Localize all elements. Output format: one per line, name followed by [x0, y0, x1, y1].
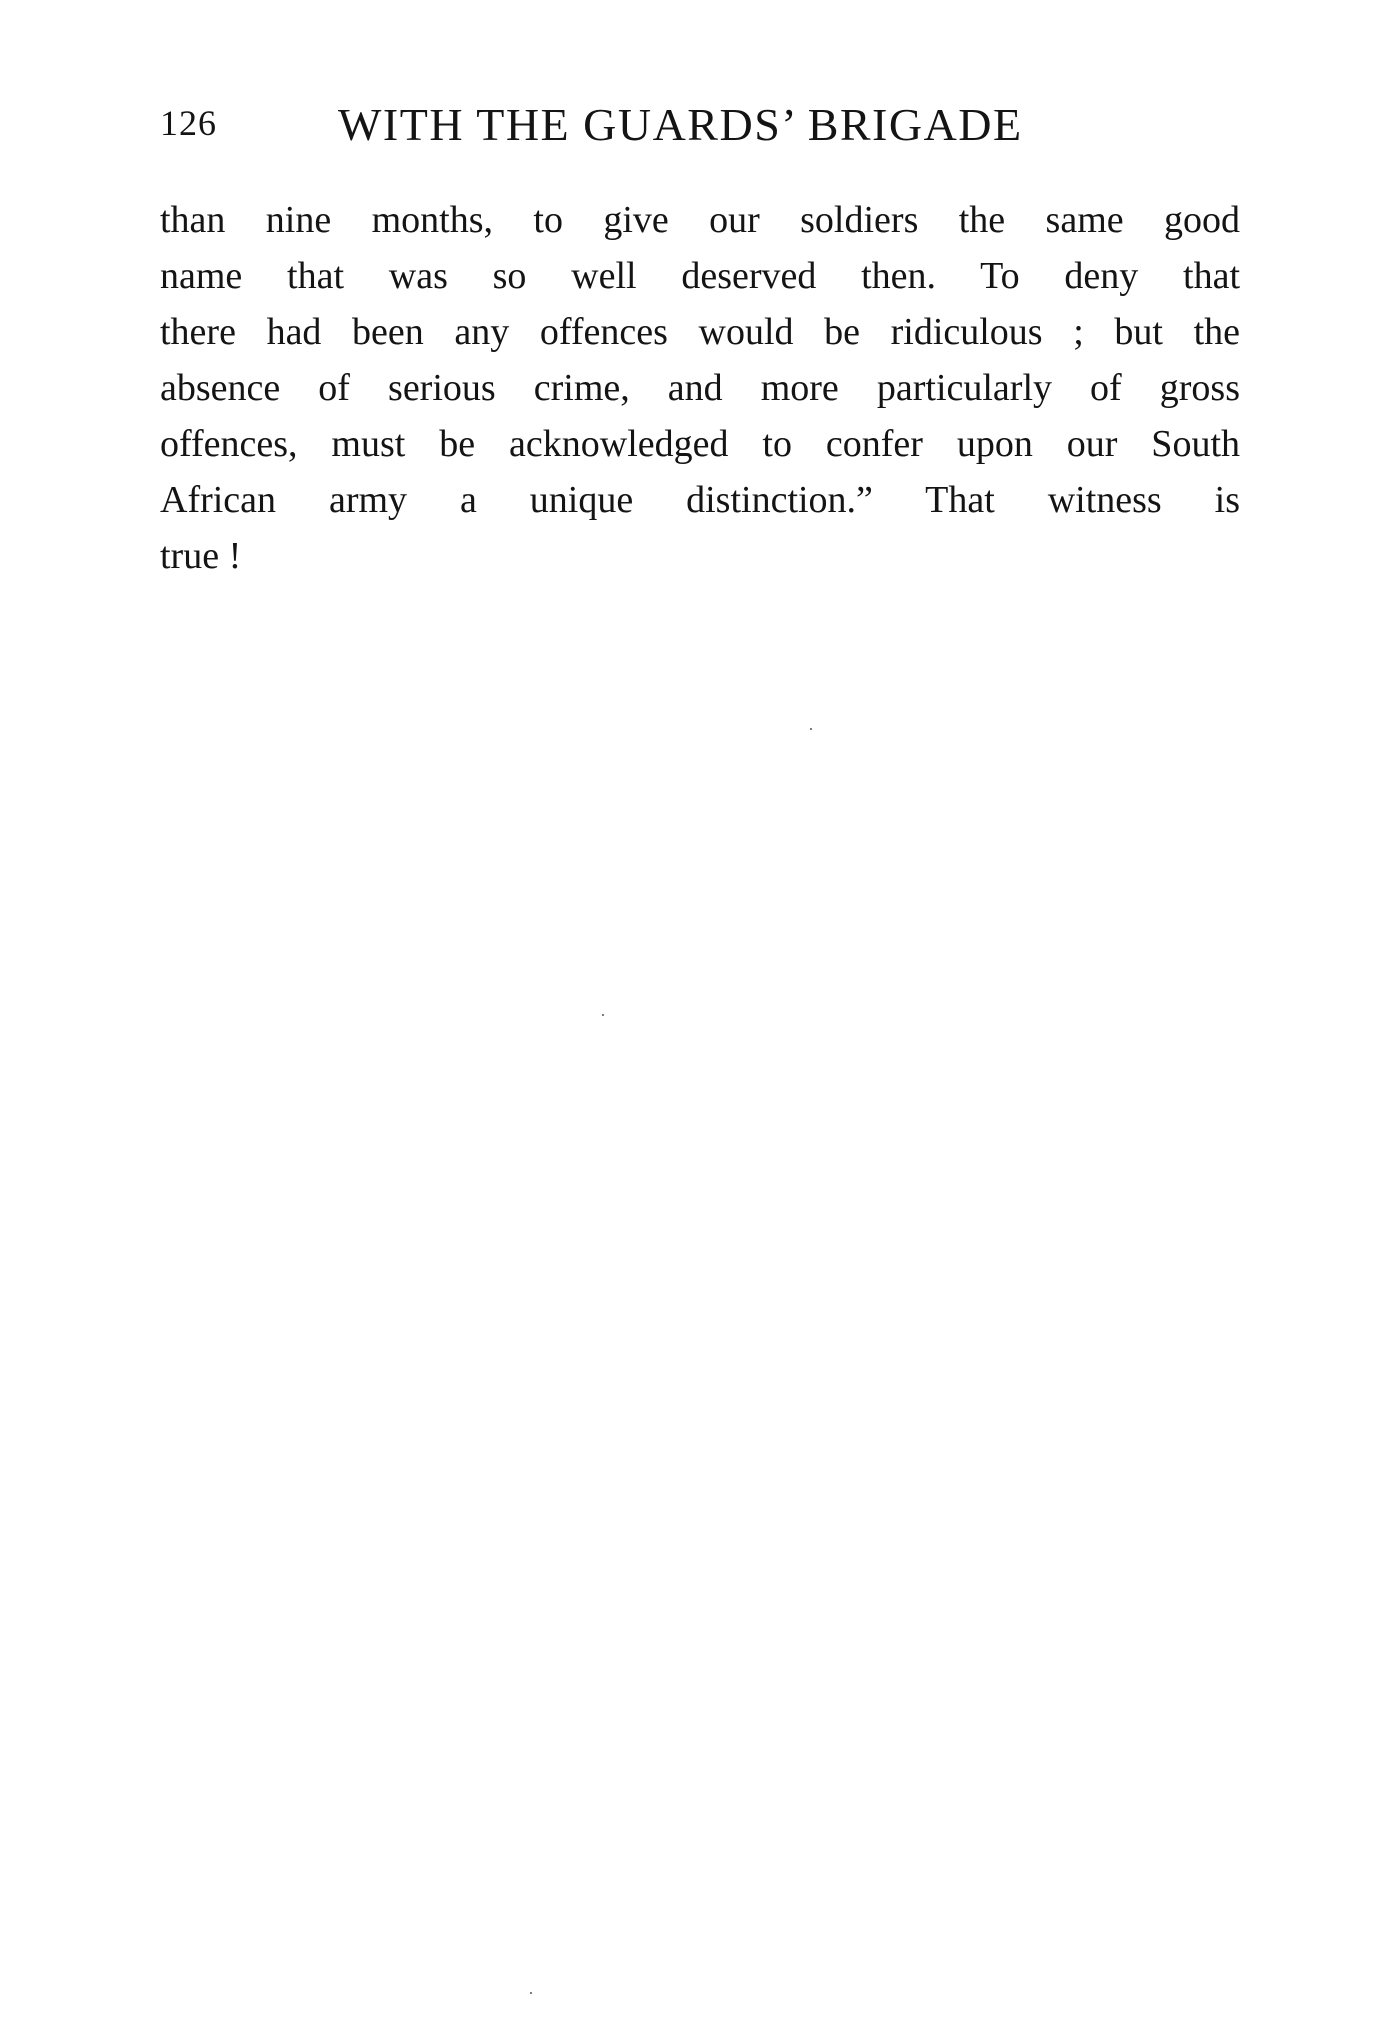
scan-speck: [530, 1992, 532, 1994]
scan-speck: [602, 1014, 604, 1016]
text-line: absence of serious crime, and more particularly of gross: [160, 367, 1240, 409]
scan-speck: [810, 728, 812, 730]
text-line: than nine months, to give our soldiers the same good: [160, 199, 1240, 241]
running-title: WITH THE GUARDS’ BRIGADE: [338, 99, 1023, 150]
text-line: there had been any offences would be ridiculous ; but the: [160, 311, 1240, 353]
body-paragraph: [160, 192, 1240, 584]
text-line: African army a unique distinction.” That witness is: [160, 479, 1240, 521]
text-line: true !: [160, 535, 242, 577]
text-line: name that was so well deserved then. To deny that: [160, 255, 1240, 297]
running-head: [160, 98, 1100, 168]
page-number: 126: [160, 103, 217, 143]
text-line: offences, must be acknowledged to confer upon our South: [160, 423, 1240, 465]
